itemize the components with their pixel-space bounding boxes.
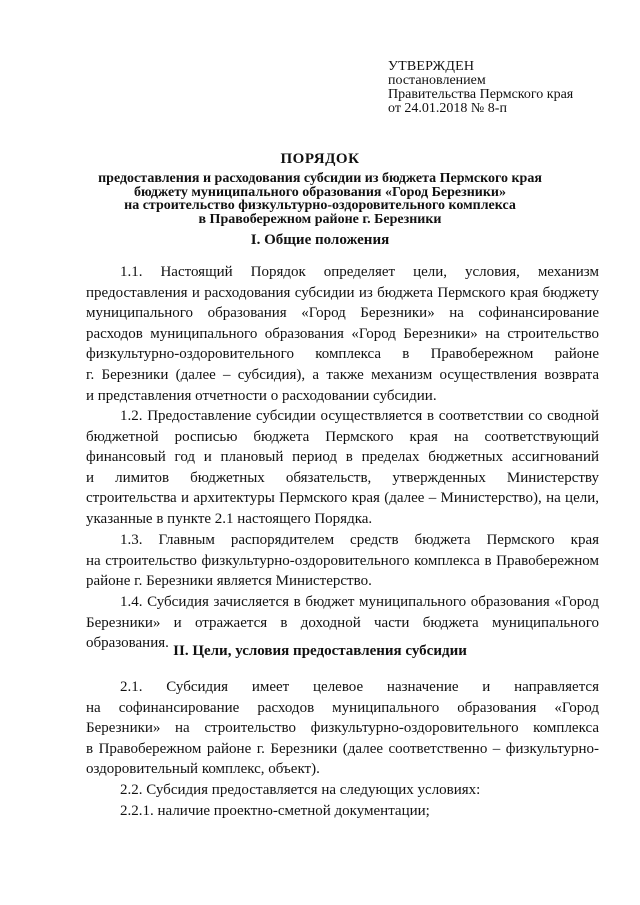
text-line: расходов муниципального образования «Город Березники» на строительство xyxy=(86,325,599,342)
text-line: и лимитов бюджетных обязательств, утвержденных Министерству xyxy=(86,469,599,486)
text-line: образования. xyxy=(86,635,169,652)
text-line: 2.1. Субсидия имеет целевое назначение и направляется xyxy=(120,679,599,695)
text-line: финансовый год и плановый период в пределах бюджетных ассигнований xyxy=(86,449,599,466)
text-line: г. Березники (далее – субсидия), а также механизм осуществления возврата xyxy=(86,366,599,383)
text-line: 1.4. Субсидия зачисляется в бюджет муниципального образования «Город xyxy=(120,594,599,610)
text-line: Березники» на строительство физкультурно-оздоровительного комплекса xyxy=(86,720,599,737)
text-line: на строительство физкультурно-оздоровительного комплекса в Правобережном xyxy=(86,552,599,569)
text-line: бюджетной росписью бюджета Пермского края на соответствующий xyxy=(86,428,599,445)
approval-stamp xyxy=(388,60,628,116)
text-line: и представления отчетности о расходовании субсидии. xyxy=(86,387,437,404)
text-line: предоставления и расходования субсидии из бюджета Пермского края бюджету xyxy=(86,284,599,301)
approval-date-number: от 24.01.2018 № 8-п xyxy=(388,101,507,116)
subtitle-line: в Правобережном районе г. Березники xyxy=(198,211,442,227)
paragraph-1-1 xyxy=(86,262,599,406)
text-line: в Правобережном районе г. Березники (далее соответственно – физкультурно- xyxy=(86,740,599,757)
text-line: 2.2. Субсидия предоставляется на следующих условиях: xyxy=(120,782,481,798)
text-line: муниципального образования «Город Березники» на софинансирование xyxy=(86,305,599,322)
approval-issuer: Правительства Пермского края xyxy=(388,87,574,102)
text-line: Березники» и отражается в доходной части бюджета муниципального xyxy=(86,614,599,631)
subtitle-line: бюджету муниципального образования «Город Березники» xyxy=(134,184,506,200)
subtitle-line: предоставления и расходования субсидии из бюджета Пермского края xyxy=(98,171,542,186)
text-line: строительства и архитектуры Пермского края (далее – Министерство), на цели, xyxy=(86,490,599,507)
paragraph-2-2 xyxy=(86,780,599,801)
text-line: оздоровительный комплекс, объект). xyxy=(86,761,320,778)
approval-decree: постановлением xyxy=(388,73,486,88)
paragraph-1-2 xyxy=(86,406,599,530)
text-line: районе г. Березники является Министерство. xyxy=(86,573,372,590)
document-title: ПОРЯДОК xyxy=(280,151,360,167)
text-line: 1.3. Главным распорядителем средств бюджета Пермского края xyxy=(120,532,599,548)
paragraph-1-3 xyxy=(86,530,599,592)
subtitle-line: на строительство физкультурно-оздоровительного комплекса xyxy=(124,198,516,213)
text-line: физкультурно-оздоровительного комплекса в Правобережном районе xyxy=(86,346,599,363)
section-heading-general: I. Общие положения xyxy=(250,232,390,248)
text-line: указанные в пункте 2.1 настоящего Порядка. xyxy=(86,510,373,527)
paragraph-2-2-1 xyxy=(86,801,599,822)
approval-title: УТВЕРЖДЕН xyxy=(388,59,475,74)
text-line: 2.2.1. наличие проектно-сметной документации; xyxy=(120,803,430,819)
text-line: 1.1. Настоящий Порядок определяет цели, условия, механизм xyxy=(120,264,599,280)
paragraph-2-1 xyxy=(86,677,599,780)
text-line: 1.2. Предоставление субсидии осуществляется в соответствии со сводной xyxy=(120,408,599,424)
document-subtitle xyxy=(0,172,640,226)
text-line: на софинансирование расходов муниципального образования «Город xyxy=(86,699,599,716)
section-heading-goals: II. Цели, условия предоставления субсидии xyxy=(173,643,467,659)
